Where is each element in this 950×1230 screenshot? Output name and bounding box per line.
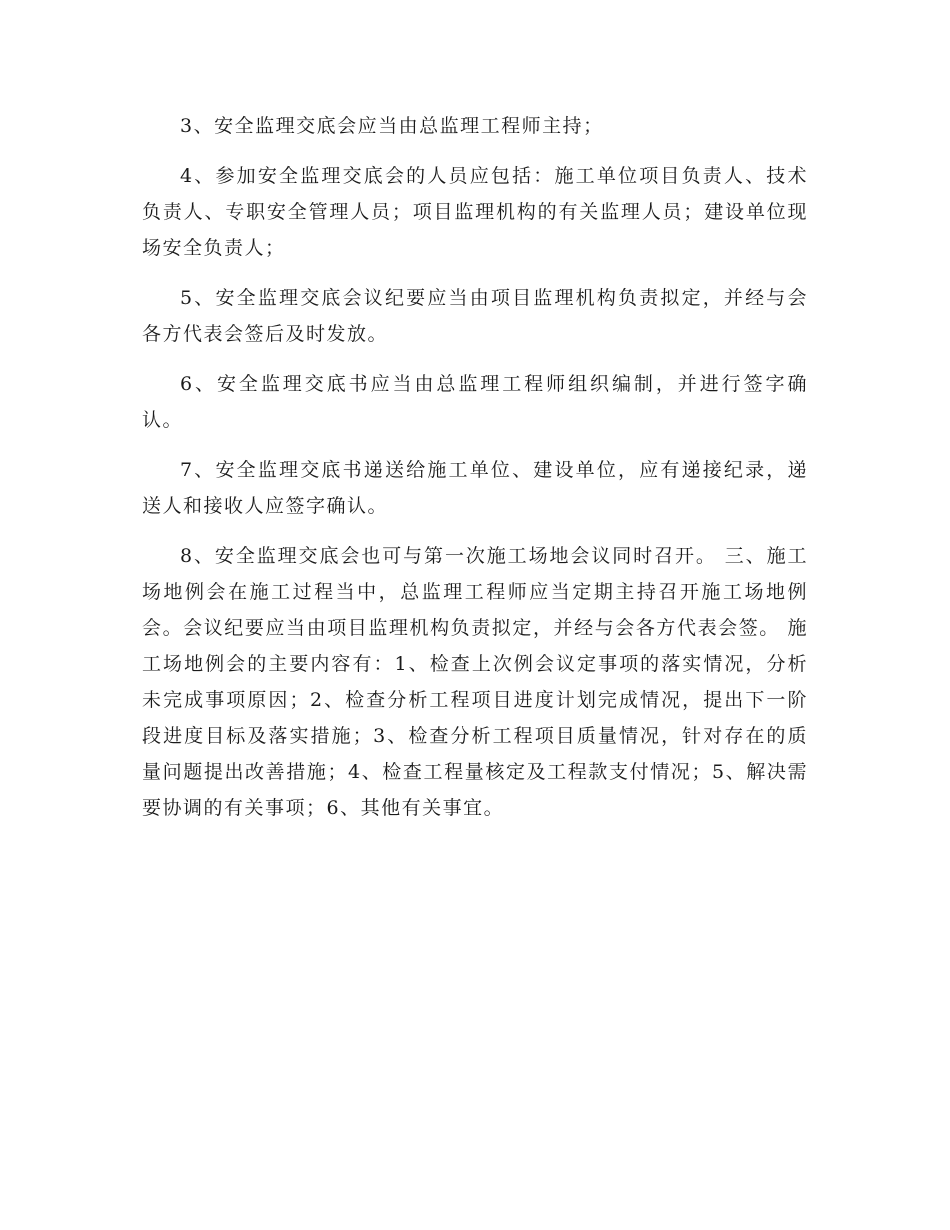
paragraph-item-5: 5、安全监理交底会议纪要应当由项目监理机构负责拟定，并经与会各方代表会签后及时发放。 <box>142 287 808 345</box>
paragraph-item-8: 8、安全监理交底会也可与第一次施工场地会议同时召开。 三、施工场地例会在施工过程当中，总监理工程师应当定期主持召开施工场地例会。会议纪要应当由项目监理机构负责拟定，并经与会各方代表会签。 施工场地例会的主要内容有：1、检查上次例会议定事项的落实情况，分析未完成事项原因；2、检查分析工程项目进度计划完成情况，提出下一阶段进度目标及落实措施；3、检查分析工程项目质量情况，针对存在的质量问题提出改善措施；4、检查工程量核定及工程款支付情况；5、解决需要协调的有关事项；6、其他有关事宜。 <box>142 545 808 819</box>
paragraph-item-3: 3、安全监理交底会应当由总监理工程师主持； <box>180 115 604 137</box>
document-body <box>142 108 808 840</box>
paragraph-item-7: 7、安全监理交底书递送给施工单位、建设单位，应有递接纪录，递送人和接收人应签字确认。 <box>142 459 808 517</box>
paragraph-item-6: 6、安全监理交底书应当由总监理工程师组织编制，并进行签字确认。 <box>142 373 808 431</box>
paragraph-item-4: 4、参加安全监理交底会的人员应包括：施工单位项目负责人、技术负责人、专职安全管理人员；项目监理机构的有关监理人员；建设单位现场安全负责人； <box>142 165 808 259</box>
